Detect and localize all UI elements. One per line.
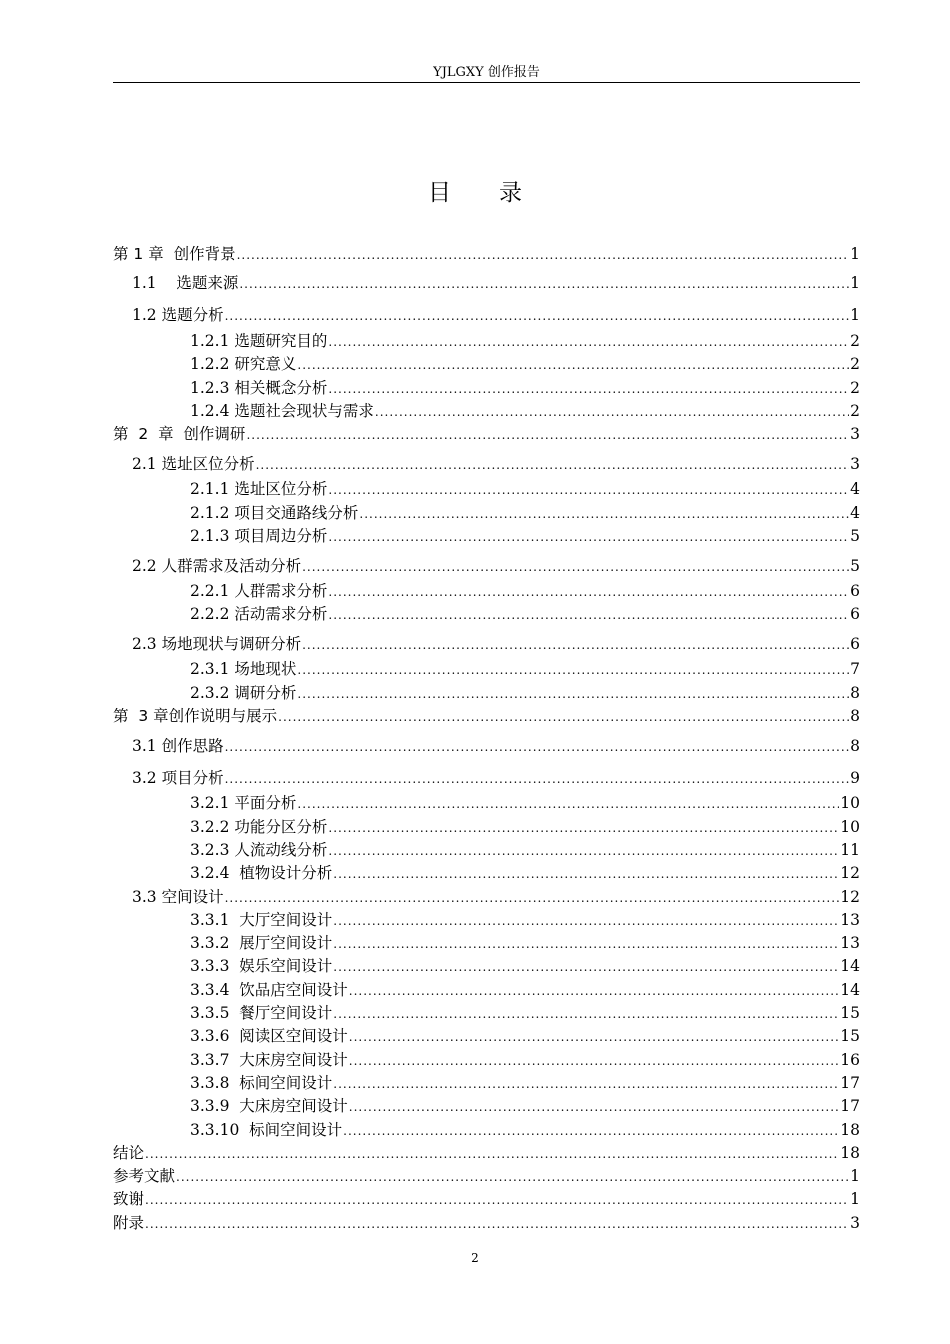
toc-leader-dots (145, 1143, 839, 1165)
toc-entry-page: 8 (850, 684, 860, 702)
toc-leader-dots (333, 956, 839, 978)
toc-entry-label: 1.2.3 相关概念分析 (190, 379, 328, 397)
toc-leader-dots (239, 273, 849, 295)
toc-entry-page: 5 (850, 557, 860, 575)
toc-entry-label: 2.1.2 项目交通路线分析 (190, 504, 359, 522)
toc-leader-dots (333, 1003, 839, 1025)
toc-entry[interactable] (190, 1072, 860, 1094)
toc-entry[interactable] (190, 478, 860, 500)
toc-entry-page: 1 (850, 1167, 860, 1185)
toc-leader-dots (328, 479, 849, 501)
toc-entry-label: 2.1 选址区位分析 (132, 455, 255, 473)
toc-entry[interactable] (190, 1002, 860, 1024)
toc-leader-dots (328, 817, 839, 839)
toc-entry[interactable] (190, 862, 860, 884)
toc-entry-page: 15 (840, 1004, 860, 1022)
toc-leader-dots (297, 793, 839, 815)
toc-leader-dots (297, 354, 849, 376)
toc-leader-dots (145, 1213, 849, 1235)
toc-entry-label: 3.3.6 阅读区空间设计 (190, 1027, 348, 1045)
toc-entry-page: 1 (850, 306, 860, 324)
toc-entry-label: 3.2.4 植物设计分析 (190, 864, 333, 882)
toc-entry-page: 14 (840, 957, 860, 975)
toc-entry[interactable] (113, 423, 860, 445)
toc-entry-page: 8 (850, 707, 860, 725)
toc-entry[interactable] (190, 839, 860, 861)
toc-entry-page: 4 (850, 480, 860, 498)
toc-entry[interactable] (113, 243, 860, 265)
toc-entry-page: 13 (840, 934, 860, 952)
toc-entry-page: 15 (840, 1027, 860, 1045)
toc-entry-label: 参考文献 (113, 1167, 176, 1185)
toc-entry[interactable] (132, 735, 860, 757)
toc-leader-dots (359, 503, 849, 525)
toc-entry[interactable] (190, 955, 860, 977)
toc-entry[interactable] (190, 792, 860, 814)
page-header: YJLGXY 创作报告 (433, 65, 540, 80)
toc-entry-page: 6 (850, 582, 860, 600)
toc-leader-dots (328, 604, 849, 626)
toc-leader-dots (145, 1189, 849, 1211)
toc-entry[interactable] (190, 682, 860, 704)
toc-entry-page: 18 (840, 1121, 860, 1139)
toc-entry-label: 结论 (113, 1144, 145, 1162)
toc-entry[interactable] (132, 453, 860, 475)
toc-entry-page: 3 (850, 1214, 860, 1232)
toc-entry[interactable] (132, 555, 860, 577)
toc-entry-page: 7 (850, 660, 860, 678)
toc-entry-page: 1 (850, 245, 860, 263)
toc-leader-dots (256, 454, 850, 476)
toc-leader-dots (225, 736, 850, 758)
toc-entry-page: 8 (850, 737, 860, 755)
toc-leader-dots (349, 980, 839, 1002)
toc-entry-label: 附录 (113, 1214, 145, 1232)
toc-entry[interactable] (190, 1095, 860, 1117)
toc-entry[interactable] (132, 272, 860, 294)
toc-leader-dots (333, 910, 839, 932)
toc-leader-dots (328, 581, 849, 603)
toc-entry[interactable] (190, 377, 860, 399)
toc-leader-dots (328, 840, 839, 862)
toc-entry[interactable] (113, 705, 860, 727)
toc-leader-dots (302, 634, 849, 656)
toc-leader-dots (375, 401, 849, 423)
toc-entry[interactable] (113, 1188, 860, 1210)
toc-entry[interactable] (190, 1049, 860, 1071)
toc-entry[interactable] (190, 502, 860, 524)
toc-entry-label: 3.2 项目分析 (132, 769, 224, 787)
toc-entry-label: 2.2.2 活动需求分析 (190, 605, 328, 623)
toc-entry[interactable] (190, 932, 860, 954)
toc-leader-dots (333, 1073, 839, 1095)
toc-leader-dots (237, 244, 850, 266)
toc-entry-page: 1 (850, 274, 860, 292)
toc-entry[interactable] (190, 353, 860, 375)
toc-entry-page: 3 (850, 425, 860, 443)
toc-entry-label: 2.1.1 选址区位分析 (190, 480, 328, 498)
toc-entry[interactable] (190, 330, 860, 352)
toc-entry-label: 2.2.1 人群需求分析 (190, 582, 328, 600)
toc-entry[interactable] (132, 304, 860, 326)
toc-entry-label: 2.1.3 项目周边分析 (190, 527, 328, 545)
toc-entry-label: 3.3.7 大床房空间设计 (190, 1051, 348, 1069)
toc-entry-page: 9 (850, 769, 860, 787)
toc-entry-page: 18 (840, 1144, 860, 1162)
toc-entry[interactable] (113, 1165, 860, 1187)
toc-entry-label: 3.3.2 展厅空间设计 (190, 934, 333, 952)
toc-entry-label: 3.2.1 平面分析 (190, 794, 297, 812)
toc-entry-label: 1.1 选题来源 (132, 274, 239, 292)
toc-entry-label: 3.2.3 人流动线分析 (190, 841, 328, 859)
toc-entry-page: 2 (850, 332, 860, 350)
toc-entry-label: 1.2.1 选题研究目的 (190, 332, 328, 350)
toc-entry[interactable] (190, 525, 860, 547)
toc-leader-dots (176, 1166, 849, 1188)
toc-entry[interactable] (190, 1119, 860, 1141)
toc-leader-dots (246, 424, 849, 446)
toc-leader-dots (333, 933, 839, 955)
toc-entry-label: 2.3 场地现状与调研分析 (132, 635, 302, 653)
toc-leader-dots (302, 556, 849, 578)
toc-entry-page: 12 (840, 888, 860, 906)
toc-entry-label: 第 2 章 创作调研 (113, 425, 246, 443)
toc-entry[interactable] (132, 767, 860, 789)
toc-entry-page: 2 (850, 402, 860, 420)
toc-entry-page: 1 (850, 1190, 860, 1208)
toc-entry-label: 3.3.1 大厅空间设计 (190, 911, 333, 929)
toc-entry-page: 2 (850, 379, 860, 397)
toc-leader-dots (333, 863, 839, 885)
toc-entry[interactable] (190, 816, 860, 838)
toc-entry[interactable] (132, 886, 860, 908)
toc-entry-label: 第 3 章创作说明与展示 (113, 707, 278, 725)
toc-entry-label: 3.2.2 功能分区分析 (190, 818, 328, 836)
toc-entry-label: 2.3.2 调研分析 (190, 684, 297, 702)
toc-entry[interactable] (190, 979, 860, 1001)
toc-entry-page: 6 (850, 635, 860, 653)
toc-entry-page: 17 (840, 1074, 860, 1092)
toc-entry-label: 3.3.8 标间空间设计 (190, 1074, 333, 1092)
toc-entry-page: 17 (840, 1097, 860, 1115)
toc-entry-page: 12 (840, 864, 860, 882)
toc-entry[interactable] (113, 1142, 860, 1164)
toc-leader-dots (225, 768, 850, 790)
toc-leader-dots (343, 1120, 839, 1142)
toc-entry-label: 2.3.1 场地现状 (190, 660, 297, 678)
toc-entry-page: 3 (850, 455, 860, 473)
toc-leader-dots (349, 1096, 839, 1118)
toc-entry-page: 2 (850, 355, 860, 373)
toc-entry[interactable] (132, 633, 860, 655)
toc-entry-label: 3.3.3 娱乐空间设计 (190, 957, 333, 975)
toc-entry-label: 1.2.4 选题社会现状与需求 (190, 402, 374, 420)
toc-leader-dots (328, 331, 849, 353)
toc-entry-page: 4 (850, 504, 860, 522)
toc-entry[interactable] (190, 909, 860, 931)
toc-entry-page: 13 (840, 911, 860, 929)
toc-title: 目录 (428, 180, 570, 206)
toc-entry-page: 14 (840, 981, 860, 999)
toc-leader-dots (349, 1026, 839, 1048)
toc-entry-page: 11 (840, 841, 860, 859)
toc-entry-page: 10 (840, 794, 860, 812)
toc-entry-page: 10 (840, 818, 860, 836)
toc-entry[interactable] (190, 603, 860, 625)
toc-leader-dots (349, 1050, 839, 1072)
toc-leader-dots (297, 659, 849, 681)
toc-entry-label: 3.3.4 饮品店空间设计 (190, 981, 348, 999)
header-rule (113, 82, 860, 83)
toc-entry-label: 1.2 选题分析 (132, 306, 224, 324)
toc-entry-label: 2.2 人群需求及活动分析 (132, 557, 302, 575)
toc-entry[interactable] (190, 658, 860, 680)
toc-entry-label: 3.3 空间设计 (132, 888, 224, 906)
toc-entry-label: 1.2.2 研究意义 (190, 355, 297, 373)
toc-leader-dots (225, 305, 850, 327)
toc-entry-page: 16 (840, 1051, 860, 1069)
page-number: 2 (471, 1251, 479, 1265)
toc-entry-label: 3.3.10 标间空间设计 (190, 1121, 343, 1139)
toc-leader-dots (328, 526, 849, 548)
toc-entry-page: 5 (850, 527, 860, 545)
toc-entry-page: 6 (850, 605, 860, 623)
toc-entry-label: 3.3.9 大床房空间设计 (190, 1097, 348, 1115)
toc-entry[interactable] (190, 400, 860, 422)
toc-entry[interactable] (190, 1025, 860, 1047)
toc-leader-dots (225, 887, 840, 909)
toc-entry[interactable] (190, 580, 860, 602)
toc-entry-label: 致谢 (113, 1190, 145, 1208)
toc-leader-dots (328, 378, 849, 400)
toc-leader-dots (278, 706, 849, 728)
toc-entry-label: 第 1 章 创作背景 (113, 245, 236, 263)
toc-leader-dots (297, 683, 849, 705)
toc-entry[interactable] (113, 1212, 860, 1234)
toc-entry-label: 3.3.5 餐厅空间设计 (190, 1004, 333, 1022)
toc-entry-label: 3.1 创作思路 (132, 737, 224, 755)
